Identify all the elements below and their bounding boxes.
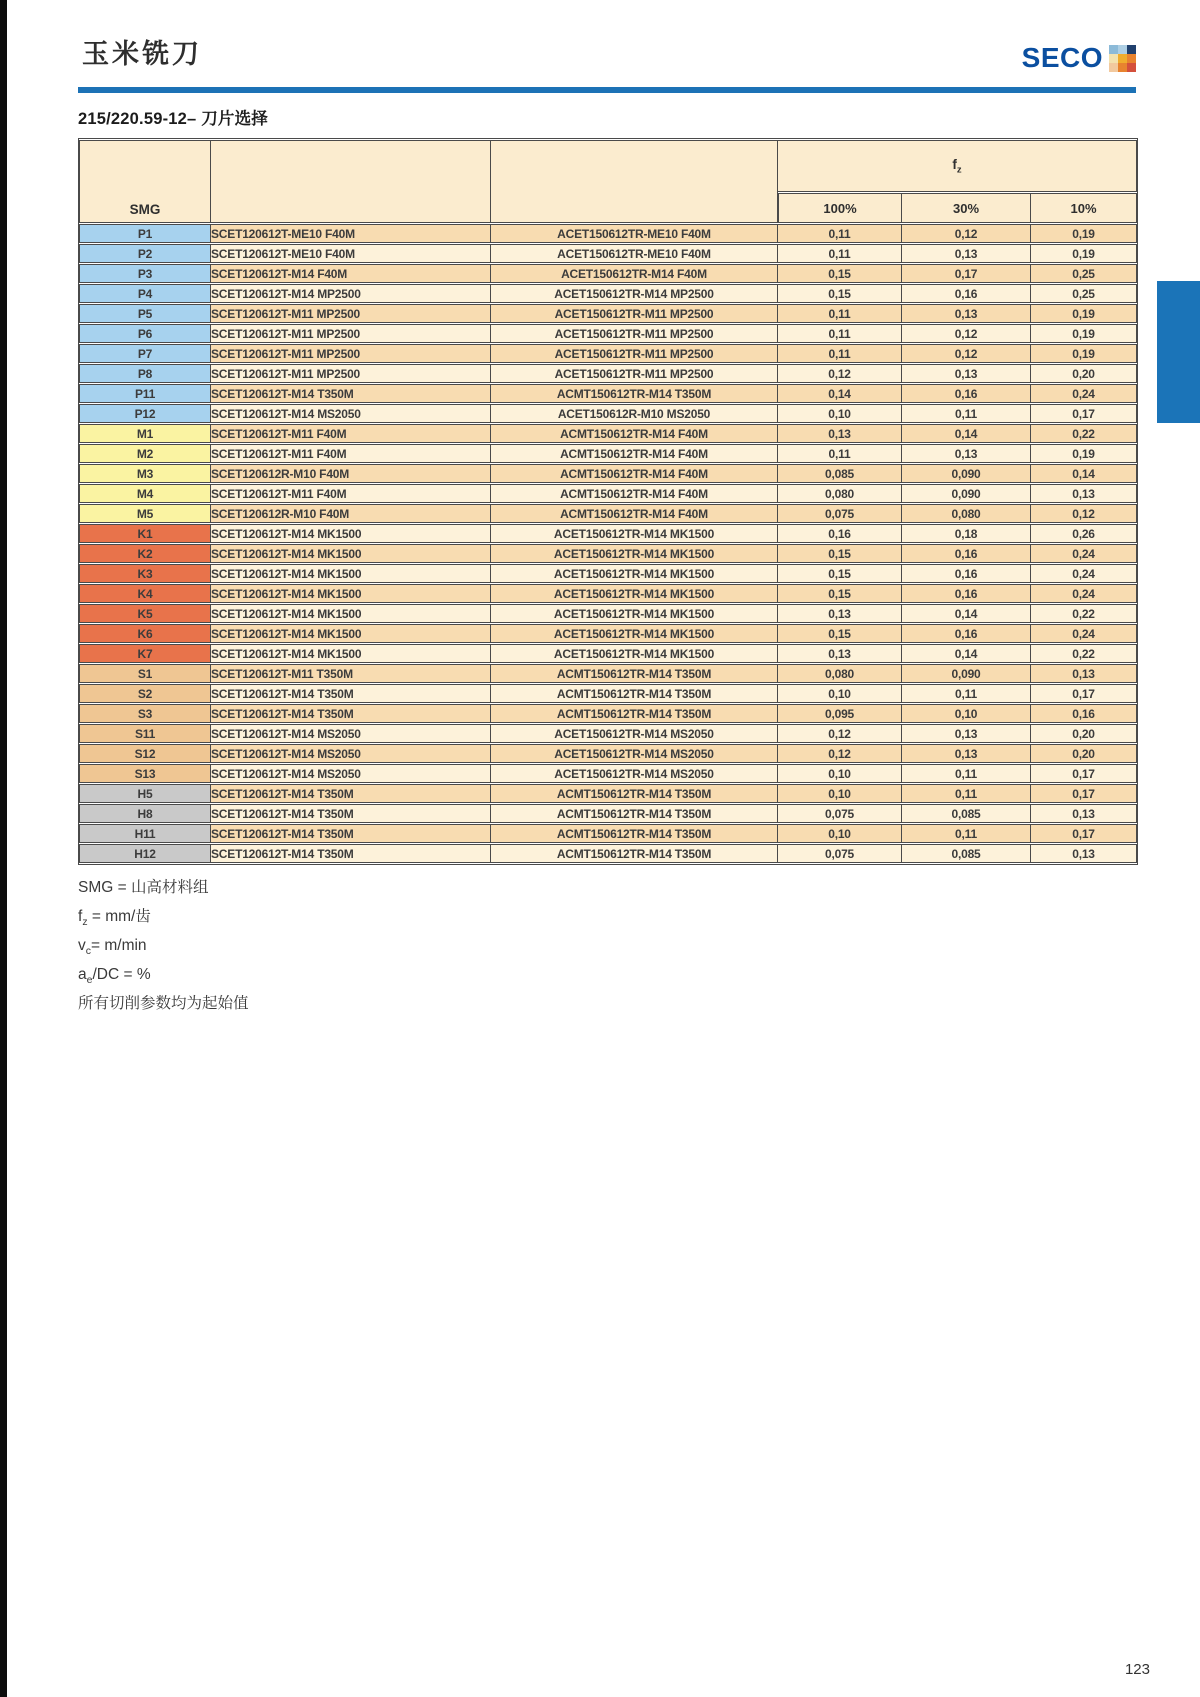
- insert1-cell: SCET120612T-M11 MP2500: [211, 344, 491, 363]
- smg-cell: S12: [79, 744, 211, 763]
- table-row: [79, 604, 1137, 623]
- table-row: [79, 784, 1137, 803]
- fz-100-cell: 0,11: [778, 304, 902, 323]
- seco-logo: [1022, 44, 1136, 72]
- insert2-cell: ACMT150612TR-M14 T350M: [491, 684, 778, 703]
- logo-square: [1109, 45, 1118, 54]
- fz-30-cell: 0,11: [902, 824, 1031, 843]
- insert1-cell: SCET120612T-M14 MP2500: [211, 284, 491, 303]
- table-row: [79, 764, 1137, 783]
- table-row: [79, 744, 1137, 763]
- fz-100-cell: 0,15: [778, 544, 902, 563]
- insert1-cell: SCET120612T-M14 T350M: [211, 704, 491, 723]
- header-divider: [78, 87, 1136, 93]
- smg-cell: H8: [79, 804, 211, 823]
- fz-100-cell: 0,075: [778, 504, 902, 523]
- insert1-cell: SCET120612T-M11 F40M: [211, 484, 491, 503]
- fz-100-cell: 0,11: [778, 444, 902, 463]
- table-row: [79, 324, 1137, 343]
- fz-30-header: 30%: [902, 193, 1031, 223]
- table-row: [79, 224, 1137, 243]
- fz-10-cell: 0,24: [1031, 624, 1137, 643]
- smg-cell: P7: [79, 344, 211, 363]
- table-row: [79, 624, 1137, 643]
- fz-30-cell: 0,090: [902, 484, 1031, 503]
- section-side-tab: [1157, 281, 1200, 423]
- fz-10-cell: 0,22: [1031, 604, 1137, 623]
- table-row: [79, 444, 1137, 463]
- table-row: [79, 584, 1137, 603]
- smg-cell: K3: [79, 564, 211, 583]
- fz-30-cell: 0,16: [902, 564, 1031, 583]
- footnotes: [78, 876, 1136, 1021]
- table-row: [79, 504, 1137, 523]
- insert1-cell: SCET120612T-M11 MP2500: [211, 324, 491, 343]
- fz-100-cell: 0,10: [778, 404, 902, 423]
- fz-100-cell: 0,13: [778, 604, 902, 623]
- table-row: [79, 844, 1137, 863]
- table-row: [79, 364, 1137, 383]
- fz-100-header: 100%: [778, 193, 902, 223]
- fz-100-cell: 0,12: [778, 724, 902, 743]
- logo-square: [1127, 63, 1136, 72]
- table-row: [79, 824, 1137, 843]
- insert1-cell: SCET120612T-M14 MK1500: [211, 564, 491, 583]
- fz-30-cell: 0,11: [902, 764, 1031, 783]
- table-row: [79, 804, 1137, 823]
- fz-30-cell: 0,16: [902, 624, 1031, 643]
- insert2-cell: ACET150612TR-M11 MP2500: [491, 304, 778, 323]
- insert1-cell: SCET120612T-M11 T350M: [211, 664, 491, 683]
- insert2-cell: ACET150612TR-M14 MS2050: [491, 764, 778, 783]
- fz-100-cell: 0,10: [778, 784, 902, 803]
- table-row: [79, 724, 1137, 743]
- table-row: [79, 564, 1137, 583]
- insert2-cell: ACMT150612TR-M14 T350M: [491, 664, 778, 683]
- fz-30-cell: 0,11: [902, 404, 1031, 423]
- smg-cell: M1: [79, 424, 211, 443]
- fz-column-group-header: [778, 140, 1137, 192]
- insert1-column-header: [211, 140, 491, 223]
- fz-symbol: f: [952, 156, 957, 172]
- footnote-line: 所有切削参数均为起始值: [78, 995, 249, 1013]
- logo-square: [1109, 54, 1118, 63]
- fz-10-cell: 0,19: [1031, 444, 1137, 463]
- smg-cell: H5: [79, 784, 211, 803]
- smg-cell: P12: [79, 404, 211, 423]
- insert2-cell: ACET150612TR-M11 MP2500: [491, 364, 778, 383]
- insert1-cell: SCET120612T-M11 MP2500: [211, 304, 491, 323]
- fz-10-cell: 0,25: [1031, 284, 1137, 303]
- fz-30-cell: 0,11: [902, 784, 1031, 803]
- fz-10-cell: 0,16: [1031, 704, 1137, 723]
- fz-30-cell: 0,16: [902, 284, 1031, 303]
- logo-square: [1127, 54, 1136, 63]
- fz-30-cell: 0,13: [902, 444, 1031, 463]
- fz-10-cell: 0,24: [1031, 584, 1137, 603]
- smg-cell: K2: [79, 544, 211, 563]
- table-row: [79, 344, 1137, 363]
- table-row: [79, 704, 1137, 723]
- fz-100-cell: 0,12: [778, 364, 902, 383]
- fz-10-cell: 0,24: [1031, 384, 1137, 403]
- table-row: [79, 384, 1137, 403]
- fz-30-cell: 0,16: [902, 584, 1031, 603]
- fz-10-cell: 0,19: [1031, 244, 1137, 263]
- insert1-cell: SCET120612R-M10 F40M: [211, 504, 491, 523]
- fz-30-cell: 0,080: [902, 504, 1031, 523]
- fz-30-cell: 0,13: [902, 304, 1031, 323]
- smg-cell: P4: [79, 284, 211, 303]
- insert2-cell: ACET150612TR-ME10 F40M: [491, 244, 778, 263]
- smg-cell: K1: [79, 524, 211, 543]
- insert2-cell: ACET150612TR-ME10 F40M: [491, 224, 778, 243]
- fz-30-cell: 0,085: [902, 804, 1031, 823]
- fz-10-cell: 0,13: [1031, 804, 1137, 823]
- fz-100-cell: 0,080: [778, 484, 902, 503]
- fz-10-cell: 0,25: [1031, 264, 1137, 283]
- insert1-cell: SCET120612T-M14 MS2050: [211, 404, 491, 423]
- smg-cell: H11: [79, 824, 211, 843]
- page-title: 玉米铣刀: [82, 39, 202, 70]
- insert2-cell: ACMT150612TR-M14 T350M: [491, 384, 778, 403]
- seco-wordmark: SECO: [1021, 42, 1103, 73]
- seco-logo-squares-icon: [1109, 45, 1136, 72]
- insert2-cell: ACMT150612TR-M14 T350M: [491, 844, 778, 863]
- insert1-cell: SCET120612T-M11 F40M: [211, 444, 491, 463]
- fz-30-cell: 0,12: [902, 324, 1031, 343]
- page-content: [78, 0, 1136, 1021]
- smg-cell: P1: [79, 224, 211, 243]
- footnote-line: $f_z = mm/$齿: [78, 908, 151, 929]
- insert2-cell: ACET150612TR-M11 MP2500: [491, 324, 778, 343]
- insert2-cell: ACET150612TR-M14 MK1500: [491, 524, 778, 543]
- fz-100-cell: 0,11: [778, 324, 902, 343]
- fz-10-cell: 0,24: [1031, 564, 1137, 583]
- insert2-column-header: [491, 140, 778, 223]
- insert1-cell: SCET120612T-M14 T350M: [211, 784, 491, 803]
- insert1-cell: SCET120612T-M14 MK1500: [211, 604, 491, 623]
- logo-square: [1127, 45, 1136, 54]
- fz-10-cell: 0,19: [1031, 304, 1137, 323]
- fz-100-cell: 0,16: [778, 524, 902, 543]
- insert1-cell: SCET120612R-M10 F40M: [211, 464, 491, 483]
- smg-cell: S1: [79, 664, 211, 683]
- table-row: [79, 284, 1137, 303]
- fz-10-cell: 0,17: [1031, 404, 1137, 423]
- fz-10-cell: 0,17: [1031, 784, 1137, 803]
- insert1-cell: SCET120612T-M14 MK1500: [211, 544, 491, 563]
- insert1-cell: SCET120612T-M14 MK1500: [211, 524, 491, 543]
- insert2-cell: ACET150612TR-M14 MK1500: [491, 564, 778, 583]
- insert1-cell: SCET120612T-ME10 F40M: [211, 244, 491, 263]
- insert2-cell: ACMT150612TR-M14 F40M: [491, 464, 778, 483]
- fz-10-cell: 0,13: [1031, 664, 1137, 683]
- smg-cell: S2: [79, 684, 211, 703]
- table-row: [79, 424, 1137, 443]
- smg-cell: K5: [79, 604, 211, 623]
- insert2-cell: ACET150612R-M10 MS2050: [491, 404, 778, 423]
- smg-cell: P5: [79, 304, 211, 323]
- insert2-cell: ACMT150612TR-M14 T350M: [491, 784, 778, 803]
- fz-100-cell: 0,13: [778, 644, 902, 663]
- fz-30-cell: 0,16: [902, 544, 1031, 563]
- fz-30-cell: 0,090: [902, 464, 1031, 483]
- fz-10-cell: 0,14: [1031, 464, 1137, 483]
- fz-10-cell: 0,17: [1031, 824, 1137, 843]
- insert2-cell: ACET150612TR-M14 MK1500: [491, 624, 778, 643]
- smg-cell: M3: [79, 464, 211, 483]
- fz-10-cell: 0,19: [1031, 224, 1137, 243]
- logo-square: [1118, 63, 1127, 72]
- fz-10-cell: 0,20: [1031, 724, 1137, 743]
- insert-selection-table: [78, 138, 1138, 865]
- insert2-cell: ACMT150612TR-M14 F40M: [491, 444, 778, 463]
- fz-30-cell: 0,13: [902, 724, 1031, 743]
- table-row: [79, 544, 1137, 563]
- smg-cell: M2: [79, 444, 211, 463]
- fz-30-cell: 0,12: [902, 344, 1031, 363]
- insert1-cell: SCET120612T-M11 MP2500: [211, 364, 491, 383]
- table-row: [79, 644, 1137, 663]
- insert2-cell: ACET150612TR-M11 MP2500: [491, 344, 778, 363]
- fz-100-cell: 0,15: [778, 564, 902, 583]
- insert1-cell: SCET120612T-M14 MS2050: [211, 744, 491, 763]
- fz-10-cell: 0,20: [1031, 744, 1137, 763]
- fz-100-cell: 0,10: [778, 764, 902, 783]
- insert2-cell: ACMT150612TR-M14 F40M: [491, 484, 778, 503]
- fz-30-cell: 0,085: [902, 844, 1031, 863]
- table-header-row-1: [79, 140, 1137, 192]
- insert1-cell: SCET120612T-M14 F40M: [211, 264, 491, 283]
- fz-30-cell: 0,090: [902, 664, 1031, 683]
- fz-10-header: 10%: [1031, 193, 1137, 223]
- insert2-cell: ACET150612TR-M14 MK1500: [491, 604, 778, 623]
- fz-100-cell: 0,13: [778, 424, 902, 443]
- insert1-cell: SCET120612T-M14 T350M: [211, 824, 491, 843]
- fz-30-cell: 0,14: [902, 424, 1031, 443]
- fz-100-cell: 0,075: [778, 844, 902, 863]
- table-row: [79, 304, 1137, 323]
- insert1-cell: SCET120612T-M14 T350M: [211, 684, 491, 703]
- fz-100-cell: 0,11: [778, 224, 902, 243]
- page-header: [78, 0, 1136, 86]
- fz-100-cell: 0,15: [778, 624, 902, 643]
- smg-cell: H12: [79, 844, 211, 863]
- smg-cell: P2: [79, 244, 211, 263]
- table-row: [79, 664, 1137, 683]
- insert2-cell: ACMT150612TR-M14 F40M: [491, 504, 778, 523]
- insert2-cell: ACMT150612TR-M14 F40M: [491, 424, 778, 443]
- logo-square: [1118, 54, 1127, 63]
- fz-30-cell: 0,14: [902, 604, 1031, 623]
- footnote-line: $v_c= m/\min$: [78, 937, 147, 958]
- fz-100-cell: 0,11: [778, 344, 902, 363]
- logo-square: [1109, 63, 1118, 72]
- fz-100-cell: 0,15: [778, 584, 902, 603]
- page-number: 123: [1124, 1661, 1150, 1678]
- smg-cell: P3: [79, 264, 211, 283]
- fz-10-cell: 0,17: [1031, 764, 1137, 783]
- logo-square: [1118, 45, 1127, 54]
- table-row: [79, 464, 1137, 483]
- fz-100-cell: 0,080: [778, 664, 902, 683]
- page-left-border: [0, 0, 7, 1697]
- fz-30-cell: 0,17: [902, 264, 1031, 283]
- table-row: [79, 264, 1137, 283]
- smg-cell: P8: [79, 364, 211, 383]
- table-row: [79, 404, 1137, 423]
- insert2-cell: ACMT150612TR-M14 T350M: [491, 824, 778, 843]
- smg-cell: M4: [79, 484, 211, 503]
- fz-30-cell: 0,11: [902, 684, 1031, 703]
- table-row: [79, 484, 1137, 503]
- fz-30-cell: 0,16: [902, 384, 1031, 403]
- smg-cell: P11: [79, 384, 211, 403]
- fz-100-cell: 0,10: [778, 684, 902, 703]
- smg-cell: K7: [79, 644, 211, 663]
- fz-100-cell: 0,12: [778, 744, 902, 763]
- fz-100-cell: 0,10: [778, 824, 902, 843]
- smg-cell: S11: [79, 724, 211, 743]
- insert1-cell: SCET120612T-M14 MS2050: [211, 764, 491, 783]
- fz-30-cell: 0,13: [902, 744, 1031, 763]
- fz-100-cell: 0,15: [778, 264, 902, 283]
- fz-30-cell: 0,13: [902, 244, 1031, 263]
- footnote-line: SMG = 山高材料组: [78, 879, 209, 896]
- fz-100-cell: 0,095: [778, 704, 902, 723]
- fz-30-cell: 0,18: [902, 524, 1031, 543]
- insert1-cell: SCET120612T-M14 MK1500: [211, 624, 491, 643]
- insert2-cell: ACMT150612TR-M14 T350M: [491, 704, 778, 723]
- insert2-cell: ACET150612TR-M14 MS2050: [491, 744, 778, 763]
- fz-30-cell: 0,14: [902, 644, 1031, 663]
- insert2-cell: ACET150612TR-M14 MP2500: [491, 284, 778, 303]
- insert2-cell: ACET150612TR-M14 MK1500: [491, 544, 778, 563]
- smg-column-header: SMG: [79, 140, 211, 223]
- insert1-cell: SCET120612T-ME10 F40M: [211, 224, 491, 243]
- fz-10-cell: 0,22: [1031, 644, 1137, 663]
- smg-cell: K6: [79, 624, 211, 643]
- fz-10-cell: 0,19: [1031, 324, 1137, 343]
- table-row: [79, 524, 1137, 543]
- section-title: 215/220.59-12– 刀片选择: [78, 110, 268, 128]
- fz-10-cell: 0,20: [1031, 364, 1137, 383]
- fz-100-cell: 0,075: [778, 804, 902, 823]
- fz-100-cell: 0,11: [778, 244, 902, 263]
- smg-cell: M5: [79, 504, 211, 523]
- fz-10-cell: 0,22: [1031, 424, 1137, 443]
- insert1-cell: SCET120612T-M14 T350M: [211, 804, 491, 823]
- fz-10-cell: 0,26: [1031, 524, 1137, 543]
- insert2-cell: ACET150612TR-M14 F40M: [491, 264, 778, 283]
- insert1-cell: SCET120612T-M14 T350M: [211, 384, 491, 403]
- footnote-line: $a_e/DC$ = %: [78, 966, 151, 987]
- insert1-cell: SCET120612T-M14 MK1500: [211, 644, 491, 663]
- fz-10-cell: 0,19: [1031, 344, 1137, 363]
- insert2-cell: ACET150612TR-M14 MS2050: [491, 724, 778, 743]
- fz-100-cell: 0,15: [778, 284, 902, 303]
- smg-cell: S13: [79, 764, 211, 783]
- table-row: [79, 684, 1137, 703]
- fz-10-cell: 0,17: [1031, 684, 1137, 703]
- fz-30-cell: 0,10: [902, 704, 1031, 723]
- fz-10-cell: 0,24: [1031, 544, 1137, 563]
- table-row: [79, 244, 1137, 263]
- insert2-cell: ACMT150612TR-M14 T350M: [491, 804, 778, 823]
- smg-cell: P6: [79, 324, 211, 343]
- insert1-cell: SCET120612T-M14 MS2050: [211, 724, 491, 743]
- fz-30-cell: 0,13: [902, 364, 1031, 383]
- smg-cell: S3: [79, 704, 211, 723]
- fz-100-cell: 0,085: [778, 464, 902, 483]
- insert1-cell: SCET120612T-M14 MK1500: [211, 584, 491, 603]
- fz-30-cell: 0,12: [902, 224, 1031, 243]
- insert2-cell: ACET150612TR-M14 MK1500: [491, 584, 778, 603]
- insert2-cell: ACET150612TR-M14 MK1500: [491, 644, 778, 663]
- smg-cell: K4: [79, 584, 211, 603]
- fz-10-cell: 0,13: [1031, 484, 1137, 503]
- fz-100-cell: 0,14: [778, 384, 902, 403]
- insert1-cell: SCET120612T-M14 T350M: [211, 844, 491, 863]
- fz-subscript: z: [956, 164, 962, 176]
- fz-10-cell: 0,12: [1031, 504, 1137, 523]
- fz-10-cell: 0,13: [1031, 844, 1137, 863]
- insert1-cell: SCET120612T-M11 F40M: [211, 424, 491, 443]
